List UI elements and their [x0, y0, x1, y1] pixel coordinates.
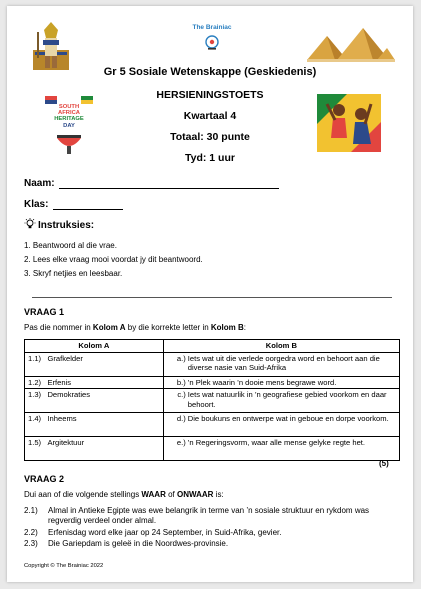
term-label: Kwartaal 4 [183, 110, 237, 122]
column-b-header: Kolom B [163, 340, 399, 353]
column-b-cell: d.) Die boukuns en ontwerpe wat in geboue en dorpe voorkom. [163, 413, 399, 437]
name-label: Naam: [24, 178, 55, 189]
table-header-row [25, 340, 400, 353]
table-row [25, 352, 400, 376]
question-2-heading: VRAAG 2 [24, 474, 65, 484]
class-label: Klas: [24, 199, 49, 210]
column-a-cell: 1.4) Inheems [25, 413, 164, 437]
worksheet-page [7, 6, 413, 582]
heritage-day-logo [43, 94, 95, 156]
dancers-illustration [317, 94, 381, 152]
table-row [25, 376, 400, 389]
heritage-logo-line: DAY [63, 122, 75, 129]
column-b-cell: c.) Iets wat natuurlik in ’n geografiese gebied voorkom en daar behoort. [163, 389, 399, 413]
statement-item: 2.2) Erfenisdag word elke jaar op 24 September, in Suid-Afrika, gevier. [24, 528, 282, 537]
column-a-cell: 1.3) Demokraties [25, 389, 164, 413]
total-marks: Totaal: 30 punte [170, 131, 250, 143]
column-b-cell: b.) ’n Plek waarin ’n dooie mens begrawe word. [163, 376, 399, 389]
column-a-cell: 1.1) Grafkelder [25, 352, 164, 376]
column-a-cell: 1.5) Argitektuur [25, 437, 164, 461]
instructions-heading: Instruksies: [38, 220, 95, 231]
instruction-item: 2. Lees elke vraag mooi voordat jy dit beantwoord. [24, 255, 203, 264]
class-input-line[interactable] [53, 198, 123, 210]
table-row [25, 389, 400, 413]
heritage-logo-line: AFRICA [58, 110, 80, 117]
instruction-item: 1. Beantwoord al die vrae. [24, 241, 117, 250]
column-b-cell: a.) Iets wat uit die verlede oorgedra word en behoort aan die diverse nasie van Suid-Afrika [163, 352, 399, 376]
pharaoh-icon [29, 20, 73, 72]
heritage-logo-line: SOUTH [58, 104, 80, 110]
heritage-logo-line: HERITAGE [54, 116, 84, 123]
statement-item: 2.1) Almal in Antieke Egipte was ewe belangrik in terme van ’n sosiale struktuur en rykdom was regverdig verdeel onder almal. [24, 506, 370, 525]
pyramids-icon [307, 26, 395, 62]
question-1-marks: (5) [379, 459, 389, 468]
table-row [25, 437, 400, 461]
statement-item: 2.3) Die Gariepdam is geleë in die Noordwes-provinsie. [24, 539, 229, 548]
matching-table [24, 339, 400, 461]
name-input-line[interactable] [59, 177, 279, 189]
brand-logo-icon [203, 34, 221, 50]
test-title: HERSIENINGSTOETS [156, 89, 264, 101]
column-a-header: Kolom A [25, 340, 164, 353]
lightbulb-icon [24, 218, 36, 230]
instruction-item: 3. Skryf netjies en leesbaar. [24, 269, 123, 278]
duration: Tyd: 1 uur [185, 152, 235, 164]
table-row [25, 413, 400, 437]
column-a-cell: 1.2) Erfenis [25, 376, 164, 389]
brand-name: The Brainiac [192, 24, 232, 31]
question-1-heading: VRAAG 1 [24, 307, 65, 317]
column-b-cell: e.) ’n Regeringsvorm, waar alle mense gelyke regte het. [163, 437, 399, 461]
subject-title: Gr 5 Sosiale Wetenskappe (Geskiedenis) [103, 66, 317, 78]
question-1-prompt: Pas die nommer in Kolom A by die korrekte letter in Kolom B: [24, 323, 247, 332]
copyright-footer: Copyright © The Brainiac 2022 [24, 563, 104, 569]
question-2-prompt: Dui aan of die volgende stellings WAAR of ONWAAR is: [24, 490, 224, 499]
section-divider [32, 297, 392, 298]
